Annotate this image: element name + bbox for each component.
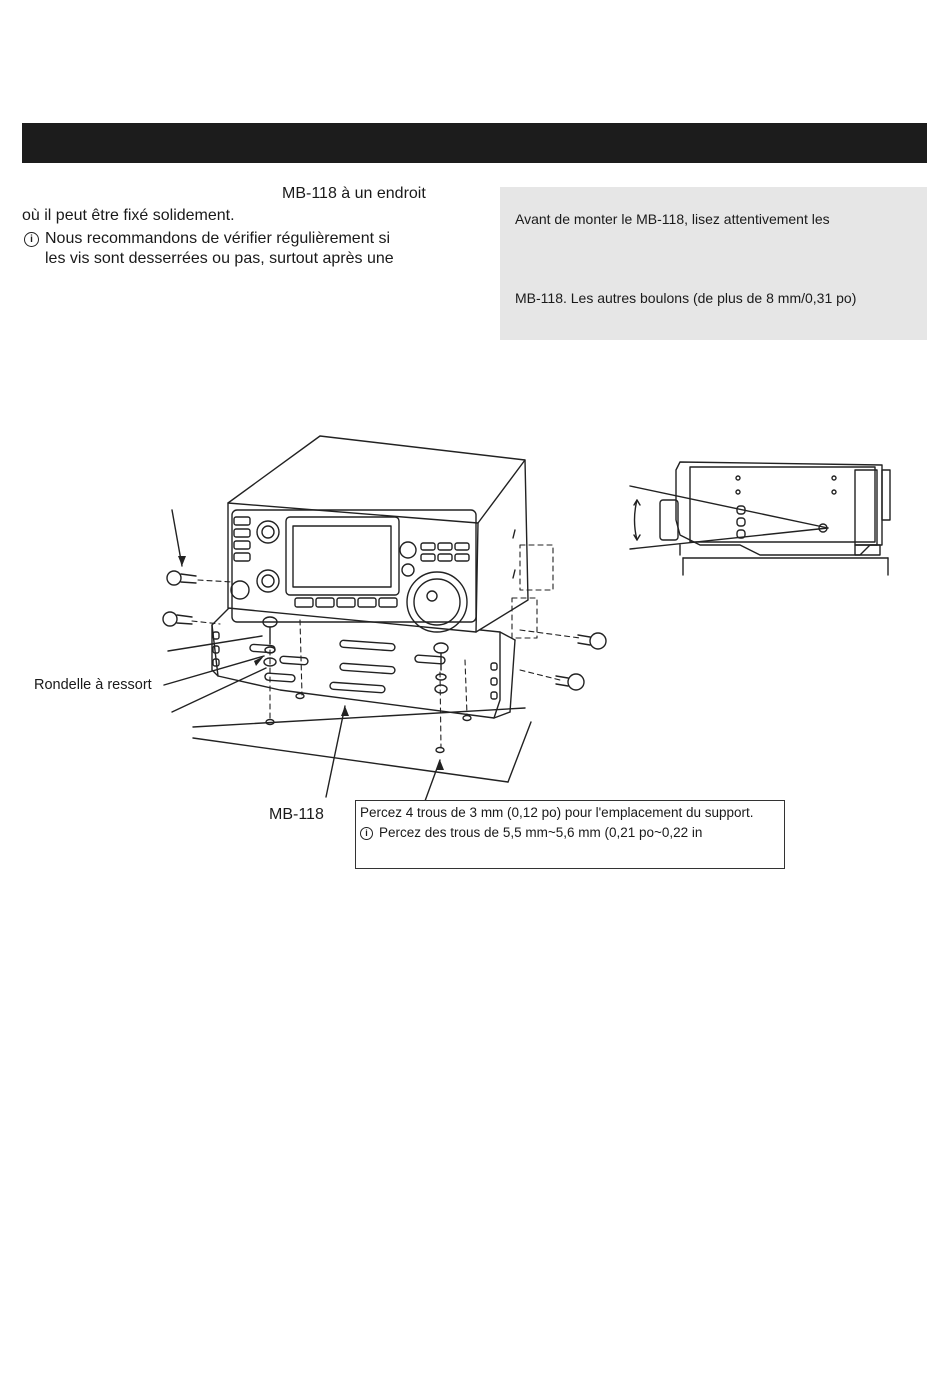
leader-line bbox=[172, 668, 266, 712]
drill-line-2: Percez des trous de 5,5 mm~5,6 mm (0,21 po~0,22 in bbox=[379, 825, 703, 840]
transceiver-body bbox=[228, 436, 528, 632]
drill-hole bbox=[296, 694, 304, 699]
bracket-label: MB-118 bbox=[269, 806, 324, 823]
intro-note-line-1: Nous recommandons de vérifier régulièrement si bbox=[45, 230, 391, 247]
leader-line bbox=[164, 656, 264, 685]
table-surface bbox=[193, 708, 531, 782]
spring-washer-label: Rondelle à ressort bbox=[34, 677, 152, 693]
info-circle-icon: i bbox=[24, 232, 39, 247]
intro-line-2: où il peut être fixé solidement. bbox=[22, 207, 235, 224]
side-bolt-upper bbox=[167, 571, 196, 585]
side-view-drawing bbox=[630, 462, 890, 575]
caution-line-2: MB-118. Les autres boulons (de plus de 8 mm/0,31 po) bbox=[515, 290, 857, 306]
screw-left bbox=[263, 617, 277, 666]
intro-line-1: MB-118 à un endroit bbox=[282, 185, 426, 202]
side-bolt-right-lower bbox=[556, 674, 584, 690]
side-bolt-right-upper bbox=[578, 633, 606, 649]
caution-line-1: Avant de monter le MB-118, lisez attentivement les bbox=[515, 211, 830, 227]
drill-line-1: Percez 4 trous de 3 mm (0,12 po) pour l'emplacement du support. bbox=[360, 805, 754, 820]
screw-right bbox=[434, 643, 448, 693]
drill-hole bbox=[436, 748, 444, 753]
drill-hole bbox=[463, 716, 471, 721]
drill-note bbox=[360, 825, 702, 840]
side-bolt-lower bbox=[163, 612, 192, 626]
intro-note-line-2: les vis sont desserrées ou pas, surtout après une bbox=[45, 250, 394, 267]
info-circle-icon: i bbox=[360, 827, 373, 840]
